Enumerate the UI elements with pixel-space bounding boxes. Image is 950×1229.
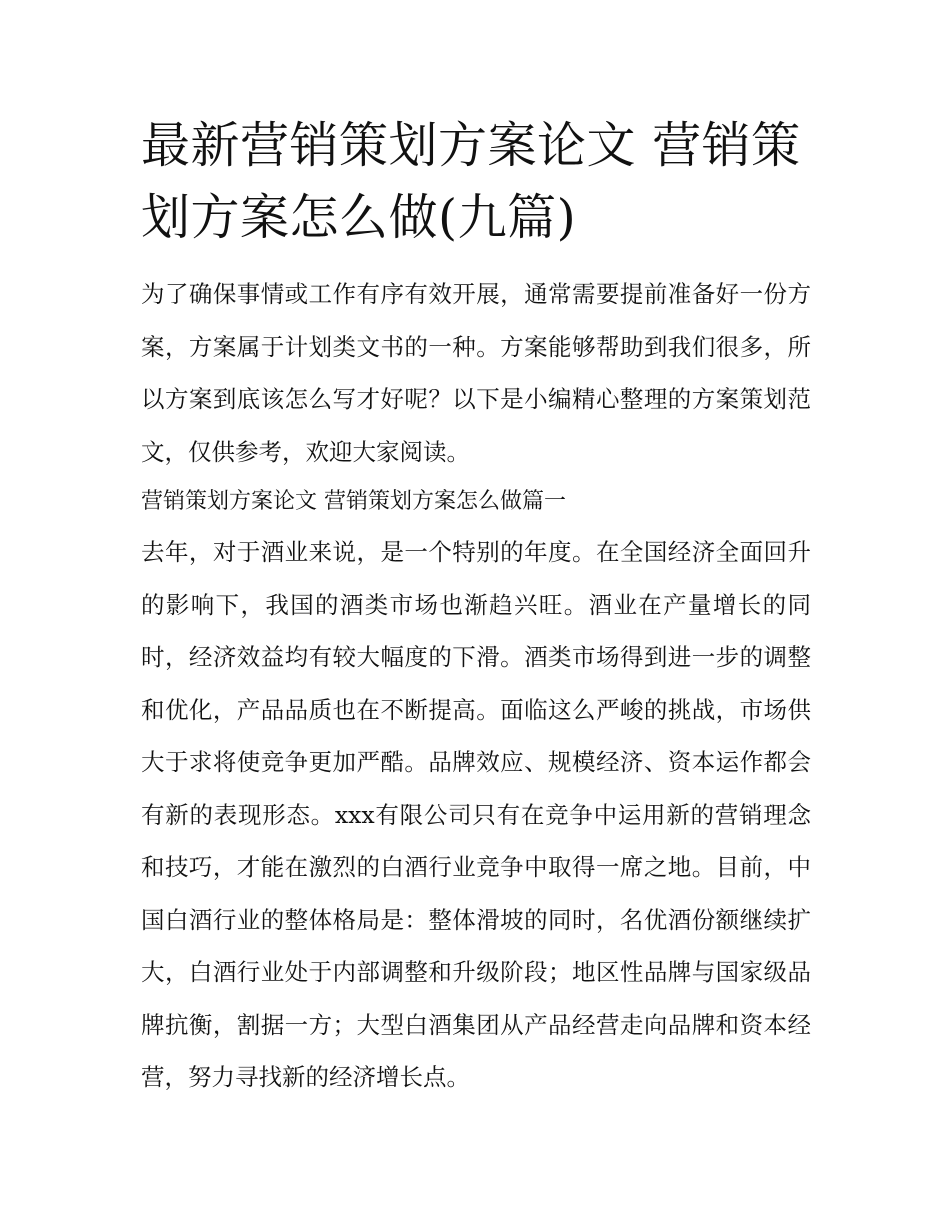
document-content bbox=[141, 110, 811, 1104]
document-title: 最新营销策划方案论文 营销策划方案怎么做(九篇) bbox=[141, 117, 801, 246]
intro-paragraph: 为了确保事情或工作有序有效开展，通常需要提前准备好一份方案，方案属于计划类文书的一种。方案能够帮助到我们很多，所以方案到底该怎么写才好呢？以下是小编精心整理的方案策划范文，仅供参考，欢迎大家阅读。 bbox=[141, 280, 811, 466]
section-body-paragraph: 去年，对于酒业来说，是一个特别的年度。在全国经济全面回升的影响下，我国的酒类市场也渐趋兴旺。酒业在产量增长的同时，经济效益均有较大幅度的下滑。酒类市场得到进一步的调整和优化，产品品质也在不断提高。面临这么严峻的挑战，市场供大于求将使竞争更加严酷。品牌效应、规模经济、资本运作都会有新的表现形态。xxx有限公司只有在竞争中运用新的营销理念和技巧，才能在激烈的白酒行业竞争中取得一席之地。目前，中国白酒行业的整体格局是：整体滑坡的同时，名优酒份额继续扩大，白酒行业处于内部调整和升级阶段；地区性品牌与国家级品牌抗衡，割据一方；大型白酒集团从产品经营走向品牌和资本经营，努力寻找新的经济增长点。 bbox=[141, 538, 811, 1091]
section-heading: 营销策划方案论文 营销策划方案怎么做篇一 bbox=[141, 489, 566, 514]
